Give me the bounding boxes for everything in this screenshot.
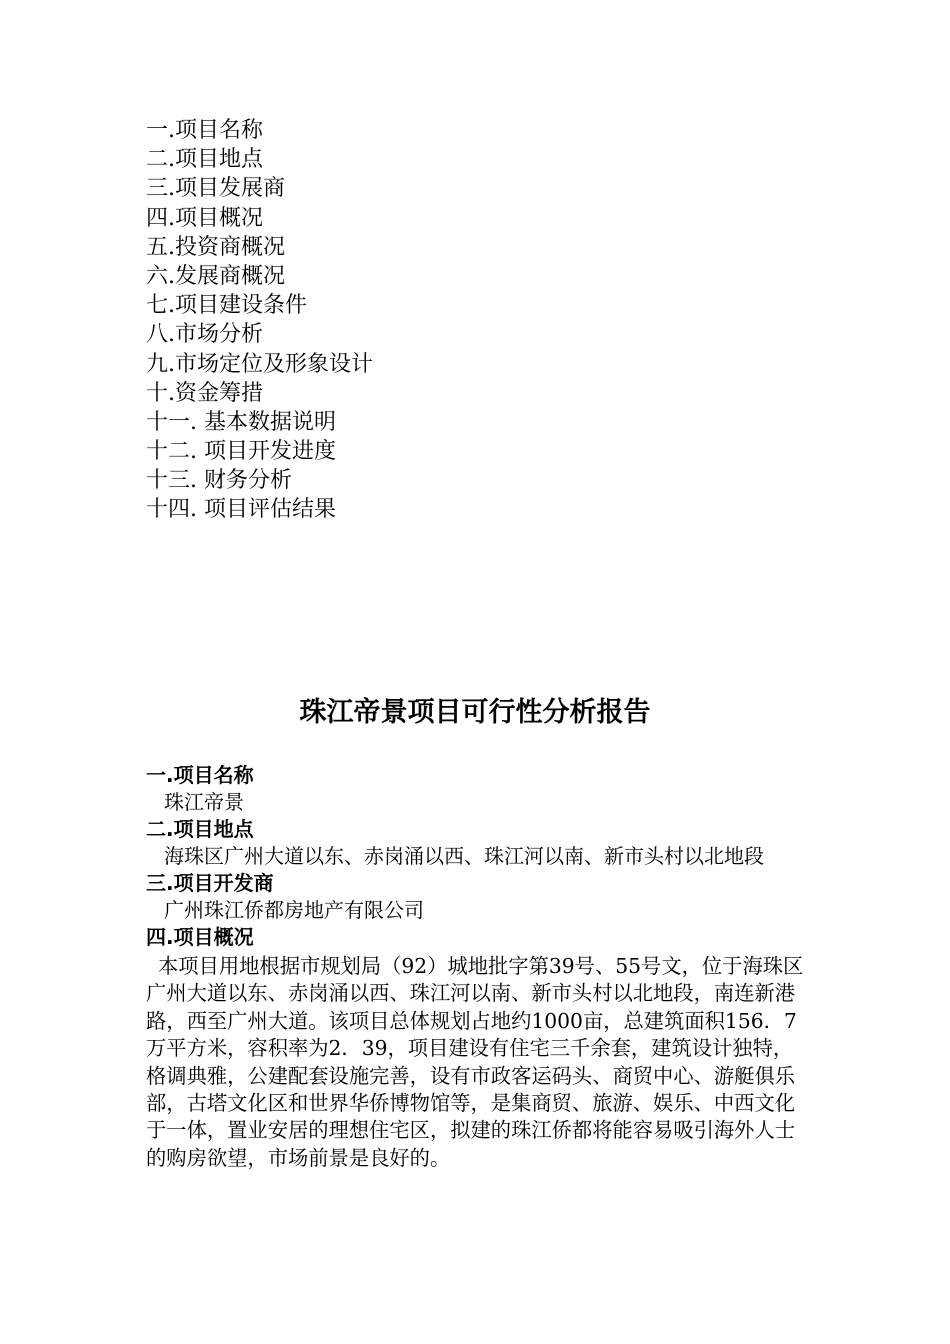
section-project-location [146, 816, 808, 870]
toc-item: 十.资金筹措 [146, 380, 263, 406]
section-project-name [146, 762, 808, 816]
section-project-developer [146, 870, 808, 924]
toc-item: 八.市场分析 [146, 322, 263, 348]
section-project-overview [146, 924, 808, 1172]
toc-item: 十一. 基本数据说明 [146, 409, 336, 435]
section-text: 广州珠江侨都房地产有限公司 [164, 898, 424, 922]
section-heading: 四.项目概况 [146, 925, 254, 949]
section-text: 海珠区广州大道以东、赤岗涌以西、珠江河以南、新市头村以北地段 [164, 844, 764, 868]
toc-item: 四.项目概况 [146, 205, 263, 231]
toc-item: 二.项目地点 [146, 147, 263, 173]
toc-item: 一.项目名称 [146, 118, 263, 143]
section-heading: 三.项目开发商 [146, 871, 274, 895]
document-title: 珠江帝景项目可行性分析报告 [299, 697, 651, 728]
toc-item: 七.项目建设条件 [146, 293, 307, 319]
section-heading: 一.项目名称 [146, 763, 254, 787]
section-text: 珠江帝景 [164, 790, 244, 814]
toc-item: 三.项目发展商 [146, 176, 285, 202]
document-body [146, 762, 808, 1172]
toc-item: 十三. 财务分析 [146, 468, 292, 494]
section-heading: 二.项目地点 [146, 817, 254, 841]
toc-item: 九.市场定位及形象设计 [146, 351, 373, 377]
section-text: 本项目用地根据市规划局（92）城地批字第39号、55号文，位于海珠区广州大道以东、赤岗涌以西、珠江河以南、新市头村以北地段，南连新港路，西至广州大道。该项目总体规划占地约1000亩，总建筑面积156．7万平方米，容积率为2．39，项目建设有住宅三千余套，建筑设计独特，格调典雅，公建配套设施完善，设有市政客运码头、商贸中心、游艇俱乐部，古塔文化区和世界华侨博物馆等，是集商贸、旅游、娱乐、中西文化于一体，置业安居的理想住宅区，拟建的珠江侨都将能容易吸引海外人士的购房欲望，市场前景是良好的。 [146, 954, 804, 1170]
table-of-contents [146, 116, 746, 525]
toc-item: 六.发展商概况 [146, 263, 285, 289]
toc-item: 十四. 项目评估结果 [146, 497, 336, 523]
toc-item: 五.投资商概况 [146, 234, 285, 260]
toc-item: 十二. 项目开发进度 [146, 439, 336, 465]
